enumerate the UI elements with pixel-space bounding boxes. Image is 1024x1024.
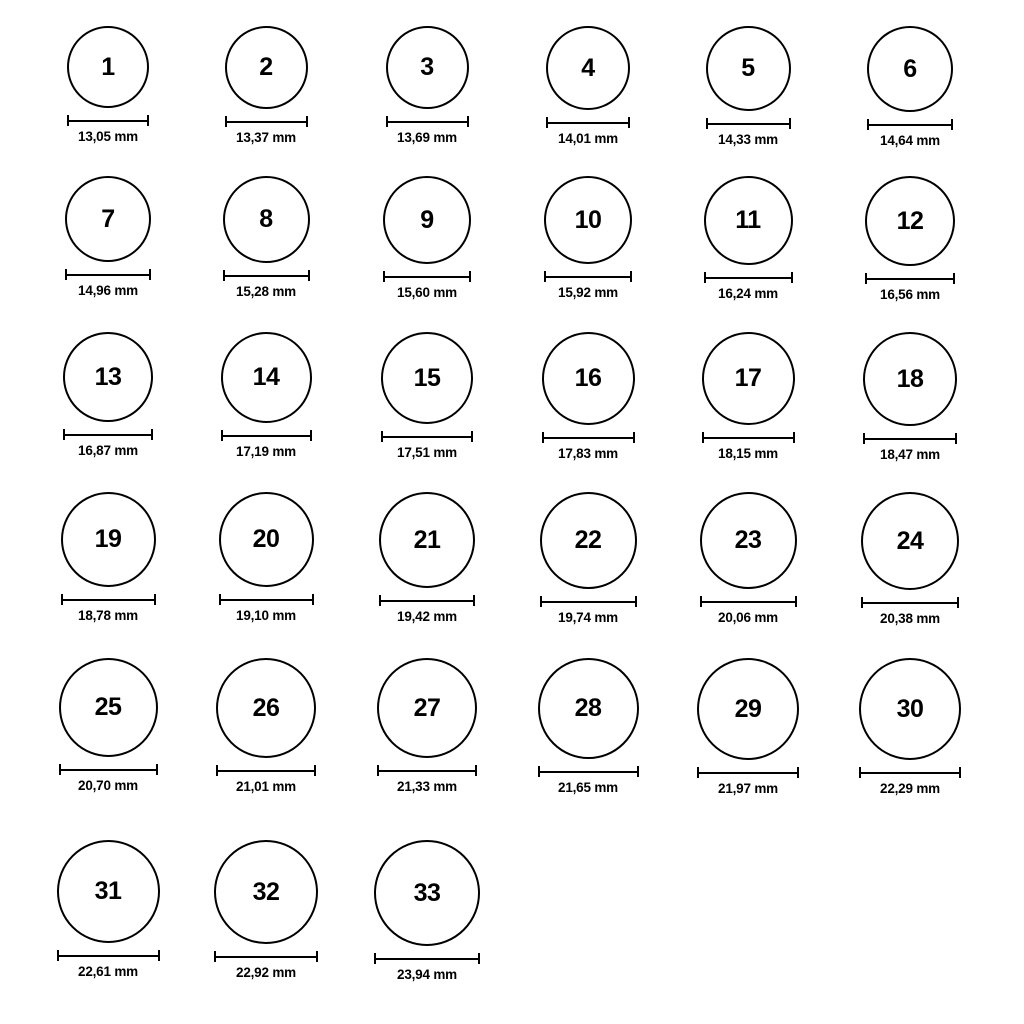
diameter-measure-bar: [865, 273, 955, 284]
ring-circle: [65, 176, 151, 262]
measure-cap-right-icon: [471, 431, 473, 442]
diameter-label: 13,69 mm: [397, 130, 457, 145]
ring-size-cell: [688, 176, 808, 301]
diameter-label: 22,61 mm: [78, 964, 138, 979]
measure-cap-right-icon: [478, 953, 480, 964]
measure-cap-right-icon: [955, 433, 957, 444]
measure-line-icon: [381, 436, 473, 438]
measure-line-icon: [225, 121, 308, 123]
measure-cap-right-icon: [149, 269, 151, 280]
ring-size-number: 11: [735, 206, 761, 234]
ring-size-cell: [367, 176, 487, 300]
measure-cap-right-icon: [795, 596, 797, 607]
measure-line-icon: [216, 770, 316, 772]
diameter-label: 19,10 mm: [236, 608, 296, 623]
measure-cap-left-icon: [700, 596, 702, 607]
measure-cap-right-icon: [314, 765, 316, 776]
measure-cap-left-icon: [704, 272, 706, 283]
diameter-measure-bar: [383, 271, 471, 282]
measure-line-icon: [65, 274, 151, 276]
measure-cap-left-icon: [383, 271, 385, 282]
measure-cap-left-icon: [538, 766, 540, 777]
diameter-label: 20,70 mm: [78, 778, 138, 793]
measure-cap-left-icon: [63, 429, 65, 440]
ring-size-cell: [48, 492, 168, 623]
diameter-label: 14,01 mm: [558, 131, 618, 146]
ring-circle: [374, 840, 480, 946]
ring-size-number: 1: [101, 52, 115, 81]
diameter-label: 17,51 mm: [397, 445, 457, 460]
measure-cap-left-icon: [214, 951, 216, 962]
measure-cap-right-icon: [957, 597, 959, 608]
ring-circle: [702, 332, 795, 425]
measure-cap-right-icon: [633, 432, 635, 443]
ring-circle: [706, 26, 791, 111]
diameter-measure-bar: [700, 596, 797, 607]
ring-size-cell: [206, 176, 326, 299]
measure-line-icon: [702, 437, 795, 439]
ring-size-cell: [528, 26, 648, 146]
diameter-label: 21,01 mm: [236, 779, 296, 794]
diameter-measure-bar: [225, 116, 308, 127]
measure-cap-left-icon: [867, 119, 869, 130]
measure-cap-right-icon: [791, 272, 793, 283]
measure-cap-right-icon: [469, 271, 471, 282]
diameter-measure-bar: [861, 597, 959, 608]
measure-cap-right-icon: [635, 596, 637, 607]
measure-line-icon: [223, 275, 310, 277]
ring-size-number: 13: [94, 362, 122, 391]
diameter-measure-bar: [859, 767, 961, 778]
measure-line-icon: [386, 121, 469, 123]
ring-circle: [216, 658, 316, 758]
ring-size-number: 17: [734, 364, 762, 392]
measure-cap-right-icon: [310, 430, 312, 441]
measure-line-icon: [861, 602, 959, 604]
measure-cap-right-icon: [797, 767, 799, 778]
ring-circle: [63, 332, 153, 422]
measure-cap-right-icon: [793, 432, 795, 443]
ring-size-cell: [48, 332, 168, 458]
ring-size-number: 15: [413, 363, 441, 392]
ring-circle: [223, 176, 310, 263]
measure-line-icon: [859, 772, 961, 774]
diameter-measure-bar: [538, 766, 639, 777]
diameter-label: 14,33 mm: [718, 132, 778, 147]
ring-circle: [59, 658, 158, 757]
diameter-measure-bar: [67, 115, 149, 126]
measure-cap-right-icon: [156, 764, 158, 775]
measure-cap-left-icon: [225, 116, 227, 127]
diameter-label: 20,06 mm: [718, 610, 778, 625]
diameter-measure-bar: [377, 765, 477, 776]
ring-size-number: 2: [259, 53, 273, 81]
diameter-measure-bar: [702, 432, 795, 443]
measure-cap-left-icon: [59, 764, 61, 775]
measure-line-icon: [540, 601, 637, 603]
ring-size-number: 22: [574, 526, 602, 554]
ring-size-cell: [688, 492, 808, 625]
measure-cap-left-icon: [861, 597, 863, 608]
ring-size-number: 31: [94, 877, 122, 905]
ring-size-cell: [528, 332, 648, 461]
measure-line-icon: [697, 772, 799, 774]
ring-circle: [542, 332, 635, 425]
ring-size-cell: [850, 26, 970, 148]
ring-size-number: 18: [896, 364, 924, 393]
diameter-label: 15,28 mm: [236, 284, 296, 299]
measure-line-icon: [59, 769, 158, 771]
ring-size-number: 21: [413, 525, 441, 554]
diameter-measure-bar: [704, 272, 793, 283]
measure-line-icon: [379, 600, 475, 602]
diameter-measure-bar: [223, 270, 310, 281]
ring-size-cell: [528, 176, 648, 300]
measure-cap-left-icon: [61, 594, 63, 605]
ring-size-cell: [206, 332, 326, 459]
diameter-label: 21,65 mm: [558, 780, 618, 795]
ring-size-cell: [850, 658, 970, 796]
diameter-measure-bar: [214, 951, 318, 962]
diameter-label: 18,78 mm: [78, 608, 138, 623]
measure-line-icon: [704, 277, 793, 279]
ring-circle: [867, 26, 953, 112]
ring-size-number: 14: [252, 363, 280, 391]
ring-size-cell: [688, 332, 808, 461]
measure-cap-right-icon: [308, 270, 310, 281]
ring-circle: [219, 492, 314, 587]
measure-line-icon: [538, 771, 639, 773]
measure-cap-right-icon: [154, 594, 156, 605]
ring-size-cell: [528, 658, 648, 795]
measure-line-icon: [706, 123, 791, 125]
measure-cap-right-icon: [312, 594, 314, 605]
measure-line-icon: [542, 437, 635, 439]
ring-circle: [863, 332, 957, 426]
diameter-measure-bar: [379, 595, 475, 606]
measure-cap-left-icon: [219, 594, 221, 605]
diameter-label: 23,94 mm: [397, 967, 457, 982]
measure-cap-left-icon: [221, 430, 223, 441]
measure-cap-left-icon: [57, 950, 59, 961]
ring-size-number: 24: [896, 526, 924, 555]
measure-cap-left-icon: [697, 767, 699, 778]
ring-circle: [67, 26, 149, 108]
measure-cap-left-icon: [381, 431, 383, 442]
ring-size-cell: [206, 492, 326, 623]
ring-size-cell: [206, 26, 326, 145]
ring-size-cell: [48, 840, 168, 979]
ring-size-number: 10: [574, 205, 602, 234]
diameter-label: 21,33 mm: [397, 779, 457, 794]
diameter-label: 14,64 mm: [880, 133, 940, 148]
diameter-measure-bar: [59, 764, 158, 775]
measure-cap-left-icon: [544, 271, 546, 282]
diameter-label: 22,29 mm: [880, 781, 940, 796]
measure-cap-right-icon: [467, 116, 469, 127]
diameter-measure-bar: [697, 767, 799, 778]
diameter-label: 13,05 mm: [78, 129, 138, 144]
ring-circle: [379, 492, 475, 588]
ring-size-number: 7: [101, 204, 115, 233]
diameter-measure-bar: [63, 429, 153, 440]
ring-size-cell: [48, 26, 168, 144]
measure-cap-right-icon: [151, 429, 153, 440]
ring-circle: [697, 658, 799, 760]
measure-cap-left-icon: [702, 432, 704, 443]
measure-cap-right-icon: [630, 271, 632, 282]
ring-circle: [61, 492, 156, 587]
diameter-measure-bar: [863, 433, 957, 444]
diameter-measure-bar: [544, 271, 632, 282]
measure-line-icon: [863, 438, 957, 440]
diameter-label: 20,38 mm: [880, 611, 940, 626]
measure-cap-right-icon: [316, 951, 318, 962]
measure-cap-right-icon: [473, 595, 475, 606]
diameter-label: 17,19 mm: [236, 444, 296, 459]
measure-cap-left-icon: [865, 273, 867, 284]
ring-size-number: 33: [413, 878, 441, 907]
measure-cap-left-icon: [542, 432, 544, 443]
diameter-measure-bar: [867, 119, 953, 130]
ring-size-number: 23: [734, 526, 762, 554]
ring-circle: [700, 492, 797, 589]
diameter-measure-bar: [706, 118, 791, 129]
measure-cap-left-icon: [859, 767, 861, 778]
diameter-measure-bar: [546, 117, 630, 128]
measure-cap-right-icon: [959, 767, 961, 778]
measure-cap-right-icon: [158, 950, 160, 961]
ring-size-number: 20: [252, 525, 280, 553]
ring-circle: [57, 840, 160, 943]
diameter-label: 15,60 mm: [397, 285, 457, 300]
ring-circle: [214, 840, 318, 944]
ring-size-cell: [367, 658, 487, 794]
diameter-measure-bar: [61, 594, 156, 605]
measure-line-icon: [700, 601, 797, 603]
measure-line-icon: [865, 278, 955, 280]
ring-circle: [377, 658, 477, 758]
measure-line-icon: [67, 120, 149, 122]
measure-cap-left-icon: [546, 117, 548, 128]
measure-line-icon: [214, 956, 318, 958]
diameter-measure-bar: [540, 596, 637, 607]
ring-size-cell: [206, 658, 326, 794]
measure-cap-right-icon: [147, 115, 149, 126]
ring-size-number: 6: [903, 54, 917, 83]
ring-size-cell: [367, 26, 487, 145]
ring-size-cell: [48, 658, 168, 793]
ring-size-number: 5: [741, 54, 755, 82]
diameter-measure-bar: [221, 430, 312, 441]
ring-size-cell: [528, 492, 648, 625]
diameter-label: 17,83 mm: [558, 446, 618, 461]
ring-circle: [221, 332, 312, 423]
ring-size-number: 25: [94, 693, 122, 721]
measure-cap-left-icon: [540, 596, 542, 607]
diameter-measure-bar: [386, 116, 469, 127]
ring-circle: [859, 658, 961, 760]
diameter-measure-bar: [374, 953, 480, 964]
ring-size-number: 29: [734, 694, 762, 723]
ring-size-number: 9: [420, 205, 434, 234]
measure-line-icon: [544, 276, 632, 278]
ring-circle: [865, 176, 955, 266]
measure-cap-left-icon: [216, 765, 218, 776]
measure-line-icon: [219, 599, 314, 601]
ring-size-cell: [367, 332, 487, 460]
measure-line-icon: [61, 599, 156, 601]
diameter-label: 19,42 mm: [397, 609, 457, 624]
ring-size-cell: [688, 658, 808, 796]
diameter-label: 15,92 mm: [558, 285, 618, 300]
ring-size-cell: [850, 332, 970, 462]
ring-circle: [540, 492, 637, 589]
measure-cap-right-icon: [637, 766, 639, 777]
measure-line-icon: [546, 122, 630, 124]
measure-cap-right-icon: [475, 765, 477, 776]
diameter-label: 18,47 mm: [880, 447, 940, 462]
ring-size-number: 16: [574, 364, 602, 392]
measure-cap-left-icon: [67, 115, 69, 126]
measure-line-icon: [867, 124, 953, 126]
diameter-measure-bar: [216, 765, 316, 776]
ring-size-number: 27: [413, 693, 441, 722]
diameter-label: 18,15 mm: [718, 446, 778, 461]
diameter-measure-bar: [381, 431, 473, 442]
diameter-label: 21,97 mm: [718, 781, 778, 796]
measure-cap-left-icon: [223, 270, 225, 281]
diameter-measure-bar: [57, 950, 160, 961]
measure-line-icon: [57, 955, 160, 957]
ring-size-cell: [367, 492, 487, 624]
ring-circle: [861, 492, 959, 590]
measure-line-icon: [377, 770, 477, 772]
ring-size-number: 28: [574, 694, 602, 722]
diameter-label: 14,96 mm: [78, 283, 138, 298]
diameter-label: 22,92 mm: [236, 965, 296, 980]
ring-size-cell: [850, 176, 970, 302]
measure-cap-right-icon: [628, 117, 630, 128]
measure-line-icon: [63, 434, 153, 436]
ring-size-number: 8: [259, 205, 273, 233]
ring-size-cell: [48, 176, 168, 298]
measure-cap-left-icon: [377, 765, 379, 776]
measure-cap-right-icon: [953, 273, 955, 284]
ring-size-number: 26: [252, 693, 280, 722]
ring-size-number: 4: [581, 53, 595, 82]
ring-circle: [381, 332, 473, 424]
ring-circle: [383, 176, 471, 264]
measure-cap-left-icon: [374, 953, 376, 964]
ring-size-number: 19: [94, 525, 122, 553]
measure-cap-left-icon: [706, 118, 708, 129]
ring-circle: [546, 26, 630, 110]
diameter-label: 16,87 mm: [78, 443, 138, 458]
measure-line-icon: [221, 435, 312, 437]
diameter-label: 13,37 mm: [236, 130, 296, 145]
measure-cap-left-icon: [379, 595, 381, 606]
ring-circle: [225, 26, 308, 109]
diameter-measure-bar: [65, 269, 151, 280]
ring-size-cell: [850, 492, 970, 626]
ring-size-number: 12: [896, 206, 924, 235]
ring-circle: [386, 26, 469, 109]
diameter-label: 16,56 mm: [880, 287, 940, 302]
measure-cap-left-icon: [386, 116, 388, 127]
ring-size-cell: [206, 840, 326, 980]
ring-circle: [544, 176, 632, 264]
measure-cap-left-icon: [65, 269, 67, 280]
measure-line-icon: [374, 958, 480, 960]
ring-size-cell: [688, 26, 808, 147]
measure-cap-right-icon: [951, 119, 953, 130]
measure-cap-right-icon: [306, 116, 308, 127]
ring-size-number: 3: [420, 53, 434, 81]
ring-circle: [538, 658, 639, 759]
ring-size-cell: [367, 840, 487, 982]
measure-cap-left-icon: [863, 433, 865, 444]
diameter-label: 16,24 mm: [718, 286, 778, 301]
measure-line-icon: [383, 276, 471, 278]
diameter-measure-bar: [219, 594, 314, 605]
measure-cap-right-icon: [789, 118, 791, 129]
ring-circle: [704, 176, 793, 265]
ring-size-number: 32: [252, 877, 280, 906]
ring-size-number: 30: [896, 694, 924, 723]
diameter-label: 19,74 mm: [558, 610, 618, 625]
diameter-measure-bar: [542, 432, 635, 443]
